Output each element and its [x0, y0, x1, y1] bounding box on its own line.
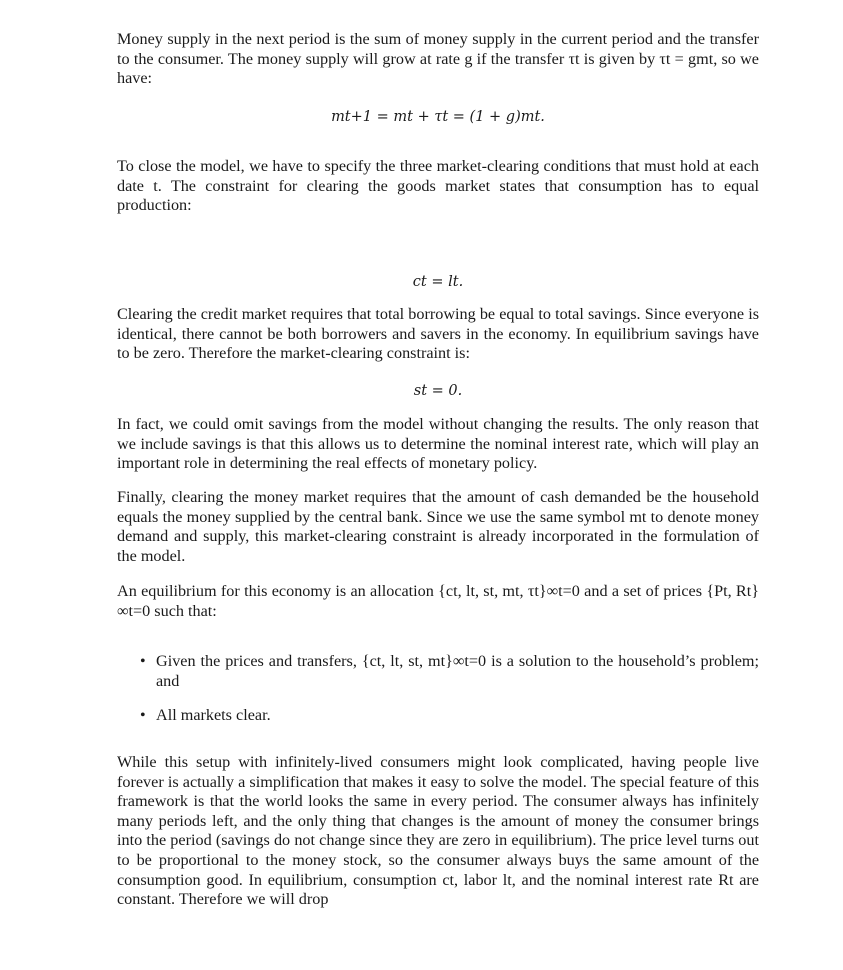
- paragraph-money-supply: Money supply in the next period is the sum of money supply in the current period and the transfer to the consumer. The money supply will grow at rate g if the transfer τt is given by τt = gmt, so we have:: [117, 30, 759, 88]
- equation-savings-zero: st = 0.: [413, 383, 463, 399]
- bullet-icon: •: [140, 653, 146, 670]
- bullet-text: Given the prices and transfers, {ct, lt, st, mt}∞t=0 is a solution to the household’s problem; and: [156, 652, 759, 690]
- paragraph-market-clearing-intro: To close the model, we have to specify the three market-clearing conditions that must hold at each date t. The constraint for clearing the goods market states that consumption has to equal production:: [117, 157, 759, 215]
- bullet-icon: •: [140, 707, 146, 725]
- bullet-text: All markets clear.: [156, 706, 271, 725]
- equation-goods-market: ct = lt.: [412, 274, 464, 290]
- paragraph-credit-market: Clearing the credit market requires that total borrowing be equal to total savings. Since everyone is identical, there cannot be both borrowers and savers in the economy. In equilibrium savings have to be zero. Therefore the market-clearing constraint is:: [117, 305, 759, 363]
- paragraph-infinitely-lived: While this setup with infinitely-lived consumers might look complicated, having people live forever is actually a simplification that makes it easy to solve the model. The special feature of this framework is that the world looks the same in every period. The consumer always has infinitely many periods left, and the only thing that changes is the amount of money the consumer brings into the period (savings do not change since they are zero in equilibrium). The price level turns out to be proportional to the money stock, so the consumer always buys the same amount of the consumption good. In equilibrium, consumption ct, labor lt, and the nominal interest rate Rt are constant. Therefore we will drop: [117, 753, 759, 909]
- equation-money-growth: mt+1 = mt + τt = (1 + g)mt.: [331, 109, 545, 125]
- paragraph-equilibrium-definition: An equilibrium for this economy is an allocation {ct, lt, st, mt, τt}∞t=0 and a set of prices {Pt, Rt}∞t=0 such that:: [117, 582, 759, 620]
- paragraph-money-market: Finally, clearing the money market requires that the amount of cash demanded be the household equals the money supplied by the central bank. Since we use the same symbol mt to denote money demand and supply, this market-clearing constraint is already incorporated in the formulation of the model.: [117, 488, 759, 565]
- list-item: [117, 652, 759, 691]
- list-item: [117, 706, 759, 726]
- equilibrium-conditions-list: [117, 652, 759, 726]
- paragraph-omit-savings: In fact, we could omit savings from the model without changing the results. The only reason that we include savings is that this allows us to determine the nominal interest rate, which will play an important role in determining the real effects of monetary policy.: [117, 415, 759, 473]
